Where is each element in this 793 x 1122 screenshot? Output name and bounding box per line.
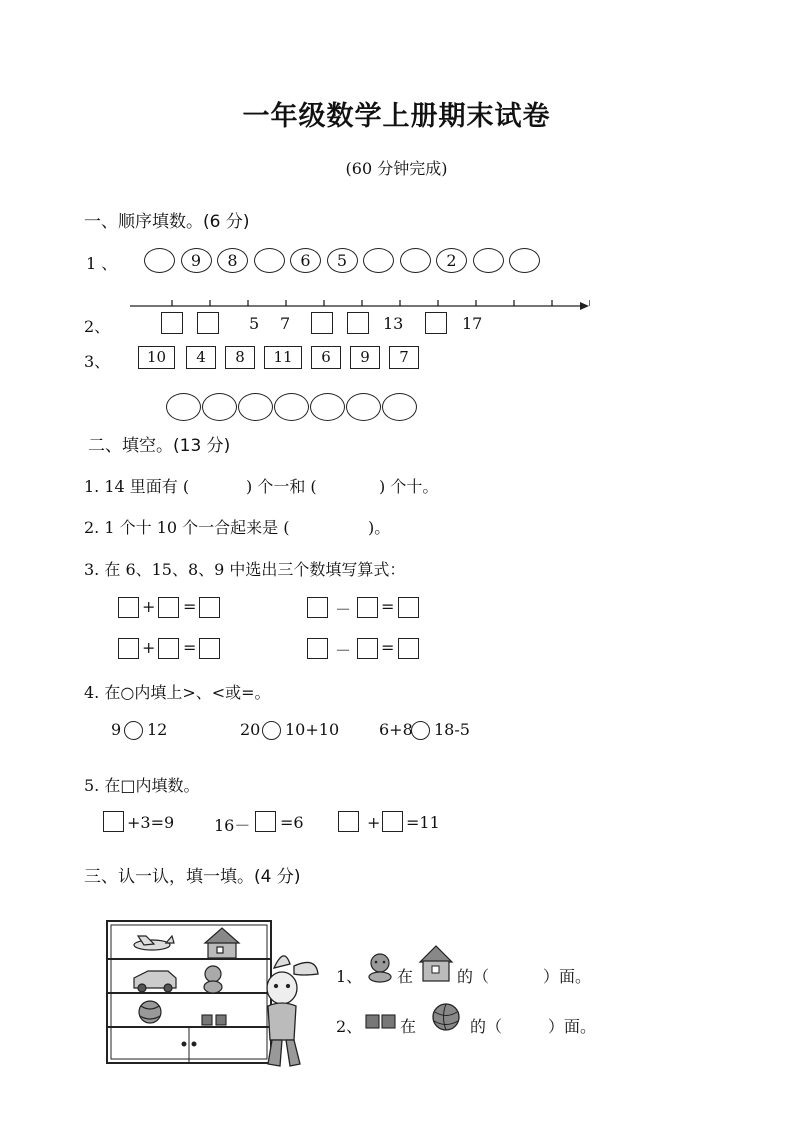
- number-card: 8: [225, 346, 255, 369]
- number-card: 9: [350, 346, 380, 369]
- s3-q1-close: ）面。: [543, 967, 592, 986]
- answer-circle[interactable]: [346, 393, 381, 421]
- blank-circle[interactable]: [144, 248, 175, 273]
- equation-box[interactable]: [118, 638, 139, 659]
- rabbit-icon: [267, 956, 318, 1066]
- s2-q2-part-a: 2. 1 个十 10 个一合起来是 (: [84, 518, 290, 537]
- equation-box[interactable]: [357, 597, 378, 618]
- number-line-value: 17: [462, 314, 483, 333]
- fill-box[interactable]: [382, 811, 403, 832]
- minus-sign: －: [335, 600, 352, 619]
- number-circle: 9: [181, 248, 212, 273]
- number-line-box[interactable]: [311, 312, 333, 334]
- page-title: 一年级数学上册期末试卷: [242, 101, 551, 132]
- section2-heading: 二、填空。(13 分): [88, 436, 231, 456]
- compare-circle[interactable]: [262, 721, 281, 740]
- minus-sign: －: [335, 641, 352, 660]
- ball-icon: [431, 1002, 461, 1032]
- answer-circle[interactable]: [166, 393, 201, 421]
- answer-circle[interactable]: [238, 393, 273, 421]
- section3-heading: 三、认一认，填一填。(4 分): [84, 867, 301, 887]
- compare-circle[interactable]: [124, 721, 143, 740]
- answer-circle[interactable]: [310, 393, 345, 421]
- s3-q1-mid: 在: [397, 967, 414, 986]
- s2-q1-part-c: ) 个十。: [379, 477, 439, 496]
- equals-sign: =: [183, 638, 197, 657]
- number-card: 6: [311, 346, 341, 369]
- plus-sign: +: [142, 638, 156, 657]
- s2-q5-text: 5. 在□内填数。: [84, 776, 200, 795]
- number-line-value: 13: [383, 314, 404, 333]
- fill-eq-a: +3=9: [127, 813, 175, 832]
- doll-icon: [364, 951, 396, 983]
- fill-box[interactable]: [255, 811, 276, 832]
- compare-right: 10+10: [285, 720, 340, 739]
- s3-q2-end: 的（: [470, 1017, 503, 1036]
- ball-icon: [139, 1001, 161, 1023]
- number-card: 7: [389, 346, 419, 369]
- fill-box[interactable]: [338, 811, 359, 832]
- answer-circle[interactable]: [274, 393, 309, 421]
- number-line-box[interactable]: [197, 312, 219, 334]
- q1-label: 1 、: [86, 254, 118, 273]
- fill-box[interactable]: [103, 811, 124, 832]
- shoes-icon: [364, 1012, 398, 1030]
- number-line-box[interactable]: [161, 312, 183, 334]
- number-card: 4: [186, 346, 216, 369]
- equation-box[interactable]: [199, 597, 220, 618]
- compare-circle[interactable]: [411, 721, 430, 740]
- shelf-illustration: [104, 916, 326, 1076]
- shoes-icon: [202, 1015, 226, 1025]
- s2-q1-part-b: ) 个一和 (: [246, 477, 317, 496]
- s3-q1-num: 1、: [336, 967, 363, 986]
- blank-circle[interactable]: [509, 248, 540, 273]
- equation-box[interactable]: [158, 638, 179, 659]
- equation-box[interactable]: [307, 597, 328, 618]
- house-icon: [205, 928, 239, 958]
- section1-heading: 一、顺序填数。(6 分): [84, 212, 250, 232]
- fill-eq-b-left: 16－: [214, 816, 251, 835]
- number-circle: 8: [217, 248, 248, 273]
- number-line-box[interactable]: [347, 312, 369, 334]
- equation-box[interactable]: [307, 638, 328, 659]
- s3-q2-close: ）面。: [548, 1017, 597, 1036]
- blank-circle[interactable]: [363, 248, 394, 273]
- answer-circle[interactable]: [382, 393, 417, 421]
- airplane-icon: [134, 936, 174, 950]
- number-line: [128, 296, 590, 312]
- number-line-box[interactable]: [425, 312, 447, 334]
- house-icon: [417, 942, 455, 984]
- s3-q2-num: 2、: [336, 1017, 363, 1036]
- plus-sign: +: [142, 597, 156, 616]
- compare-left: 9: [111, 720, 122, 739]
- number-circle: 2: [436, 248, 467, 273]
- fill-eq-c-plus: +: [367, 813, 381, 832]
- doll-icon: [204, 966, 222, 993]
- s2-q3-text: 3. 在 6、15、8、9 中选出三个数填写算式：: [84, 560, 406, 579]
- page-subtitle: (60 分钟完成): [345, 159, 448, 178]
- equation-box[interactable]: [357, 638, 378, 659]
- number-circle: 5: [327, 248, 358, 273]
- equals-sign: =: [183, 597, 197, 616]
- blank-circle[interactable]: [473, 248, 504, 273]
- compare-left: 6+8: [379, 720, 413, 739]
- q3-label: 3、: [84, 352, 111, 371]
- blank-circle[interactable]: [400, 248, 431, 273]
- equation-box[interactable]: [199, 638, 220, 659]
- equation-box[interactable]: [398, 638, 419, 659]
- number-line-value: 7: [280, 314, 291, 333]
- fill-eq-c-right: =11: [406, 813, 440, 832]
- equation-box[interactable]: [158, 597, 179, 618]
- q2-label: 2、: [84, 317, 111, 336]
- s2-q4-text: 4. 在○内填上>、<或=。: [84, 683, 271, 702]
- s2-q2-part-b: )。: [368, 518, 391, 537]
- s3-q2-mid: 在: [400, 1017, 417, 1036]
- equals-sign: =: [381, 597, 395, 616]
- blank-circle[interactable]: [254, 248, 285, 273]
- car-icon: [134, 971, 176, 992]
- equals-sign: =: [381, 638, 395, 657]
- equation-box[interactable]: [118, 597, 139, 618]
- compare-left: 20: [240, 720, 261, 739]
- answer-circle[interactable]: [202, 393, 237, 421]
- number-card: 10: [138, 346, 175, 369]
- compare-right: 12: [147, 720, 168, 739]
- number-line-value: 5: [249, 314, 260, 333]
- compare-right: 18-5: [434, 720, 470, 739]
- s3-q1-end: 的（: [457, 967, 490, 986]
- s2-q1-part-a: 1. 14 里面有 (: [84, 477, 190, 496]
- number-circle: 6: [290, 248, 321, 273]
- fill-eq-b-right: =6: [280, 813, 304, 832]
- number-card: 11: [264, 346, 302, 369]
- equation-box[interactable]: [398, 597, 419, 618]
